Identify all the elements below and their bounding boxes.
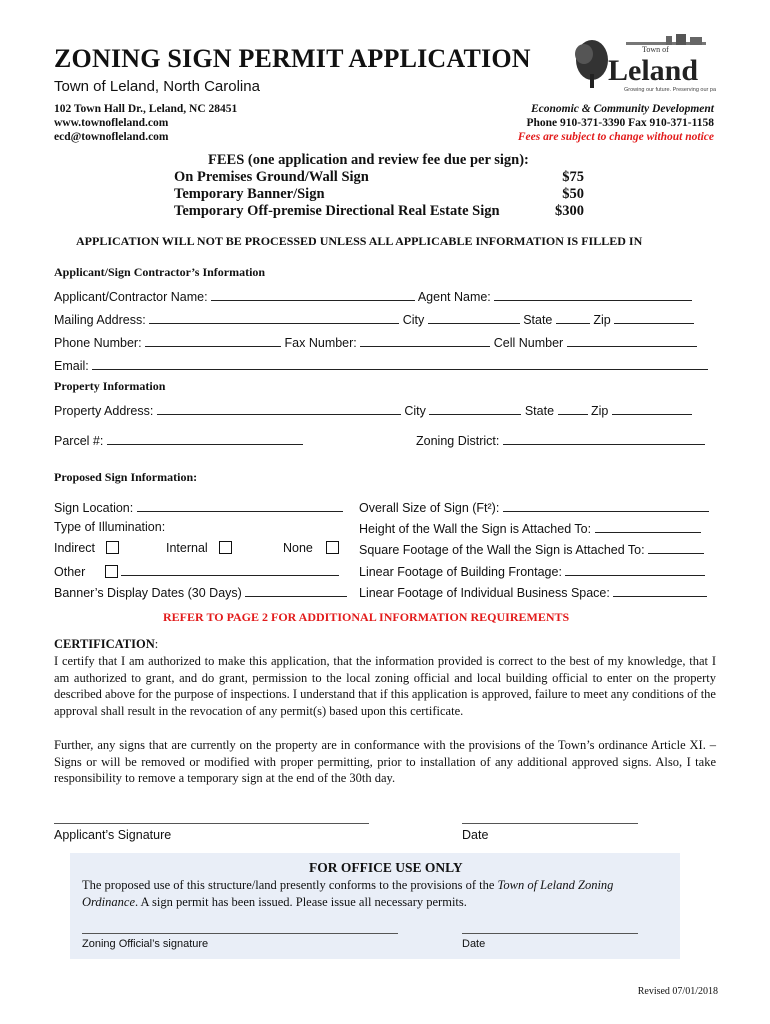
none-option [283,541,339,555]
address-line: 102 Town Hall Dr., Leland, NC 28451 [54,103,238,115]
svg-text:Growing our future. Preserving: Growing our future. Preserving our past. [624,87,716,93]
fee-amount: $50 [562,186,584,202]
fees-heading: FEES (one application and review fee due per sign): [208,152,529,168]
official-date-line[interactable] [462,933,638,934]
phone-field[interactable] [145,334,281,347]
official-date-label: Date [462,938,486,950]
other-label: Other [54,565,86,579]
property-state-field[interactable] [558,402,588,415]
wall-sqft-field[interactable] [648,541,704,554]
wall-height-row [359,520,701,536]
banner-dates-label: Banner’s Display Dates (30 Days) [54,586,242,600]
fee-row [174,169,584,186]
department: Economic & Community Development [530,103,714,115]
official-signature-line[interactable] [82,933,398,934]
property-state-label: State [524,404,555,418]
fee-change-note: Fees are subject to change without notice [517,131,714,143]
address-block [54,102,237,144]
indirect-label: Indirect [54,541,95,555]
fax-field[interactable] [360,334,490,347]
fee-label: On Premises Ground/Wall Sign [174,169,369,185]
contractor-name-field[interactable] [211,288,415,301]
fee-label: Temporary Off-premise Directional Real Estate Sign [174,203,500,219]
office-text-a: The proposed use of this structure/land presently conforms to the provisions of the [82,878,498,892]
mailing-address-label: Mailing Address: [54,313,146,327]
email-label: Email: [54,359,89,373]
tree-logo-icon [566,30,716,96]
illumination-label: Type of Illumination: [54,520,166,534]
indirect-option [54,541,119,555]
zoning-field[interactable] [503,432,705,445]
contractor-name-label: Applicant/Contractor Name: [54,290,208,304]
zoning-label: Zoning District: [416,434,500,448]
internal-label: Internal [166,541,208,555]
svg-text:Town of: Town of [642,45,669,54]
email-field[interactable] [92,357,708,370]
fax-label: Fax Number: [284,336,357,350]
applicant-date-line[interactable] [462,823,638,824]
official-signature-label: Zoning Official’s signature [82,938,209,950]
sign-location-label: Sign Location: [54,501,134,515]
fees-list [174,169,584,220]
email-address: ecd@townofleland.com [54,131,169,143]
contact-block [518,102,714,144]
property-heading: Property Information [54,379,166,393]
applicant-date-label: Date [462,828,489,842]
zip-field[interactable] [614,311,694,324]
applicant-signature-line[interactable] [54,823,369,824]
mailing-row [54,311,694,327]
fee-amount: $75 [562,169,584,185]
mailing-address-field[interactable] [149,311,399,324]
certification-paragraph-1: I certify that I am authorized to make this application, that the information provided is correct to the best of my knowledge, that I am authorized to grant, and do grant, permission to the local zoning official and local building official to enter on the property described above for the purpose of inspections. I understand that if this application is approved, failure to meet any conditions of the approval shall result in the revocation of any permit(s) based upon this certificate. [54,654,716,718]
overall-size-label: Overall Size of Sign (Ft²): [359,501,500,515]
refer-notice: REFER TO PAGE 2 FOR ADDITIONAL INFORMATION REQUIREMENTS [163,610,570,624]
business-space-label: Linear Footage of Individual Business Space: [359,586,610,600]
sign-location-field[interactable] [137,499,343,512]
website: www.townofleland.com [54,117,169,129]
parcel-row [54,432,303,448]
revised-date: Revised 07/01/2018 [637,986,718,997]
wall-height-field[interactable] [595,520,701,533]
certification-colon: : [154,637,159,651]
bldg-frontage-label: Linear Footage of Building Frontage: [359,565,562,579]
bldg-frontage-field[interactable] [565,563,705,576]
property-address-field[interactable] [157,402,401,415]
page-subtitle: Town of Leland, North Carolina [54,78,260,95]
property-zip-label: Zip [590,404,609,418]
certification-heading [54,637,158,652]
city-label: City [402,313,425,327]
sign-location-row [54,499,343,515]
town-logo [566,30,716,96]
cell-field[interactable] [567,334,697,347]
wall-sqft-row [359,541,704,557]
office-use-heading: FOR OFFICE USE ONLY [309,860,463,875]
none-checkbox[interactable] [326,541,339,554]
banner-dates-field[interactable] [245,584,347,597]
internal-checkbox[interactable] [219,541,232,554]
property-address-label: Property Address: [54,404,154,418]
sign-heading: Proposed Sign Information: [54,470,198,484]
fee-row [174,186,584,203]
bldg-frontage-row [359,563,705,579]
phone-fax: Phone 910-371-3390 Fax 910-371-1158 [526,117,714,129]
phone-row [54,334,697,350]
other-option [54,563,339,579]
svg-text:Leland: Leland [608,54,699,87]
overall-size-row [359,499,709,515]
zip-label: Zip [593,313,611,327]
other-checkbox[interactable] [105,565,118,578]
property-address-row [54,402,692,418]
processing-notice: APPLICATION WILL NOT BE PROCESSED UNLESS ALL APPLICABLE INFORMATION IS FILLED IN [76,234,643,248]
agent-name-label: Agent Name: [417,290,491,304]
phone-label: Phone Number: [54,336,142,350]
contractor-name-row [54,288,692,304]
fee-row [174,203,584,220]
banner-dates-row [54,584,347,600]
wall-sqft-label: Square Footage of the Wall the Sign is Attached To: [359,543,645,557]
business-space-field[interactable] [613,584,707,597]
property-city-field[interactable] [429,402,521,415]
property-zip-field[interactable] [612,402,692,415]
business-space-row [359,584,707,600]
parcel-label: Parcel #: [54,434,104,448]
applicant-heading: Applicant/Sign Contractor’s Information [54,265,266,279]
fee-amount: $300 [555,203,584,219]
internal-option [166,541,232,555]
agent-name-field[interactable] [494,288,692,301]
zoning-row [416,432,705,448]
wall-height-label: Height of the Wall the Sign is Attached To: [359,522,592,536]
cell-label: Cell Number [493,336,564,350]
office-text-ordinance: Town of Leland Zoning Ordinance [82,878,614,909]
office-use-text [82,877,668,910]
overall-size-field[interactable] [503,499,709,512]
certification-paragraph-2: Further, any signs that are currently on the property are in conformance with the provisions of the Town’s ordinance Article XI. – Signs or will be removed or modified with proper permitting, prior to installation of any additional approved signs. Also, I take responsibility to remove a temporary sign at the end of the 30th day. [54,738,716,785]
city-field[interactable] [428,311,520,324]
page-title: ZONING SIGN PERMIT APPLICATION [54,44,531,73]
other-field[interactable] [121,563,339,576]
fee-label: Temporary Banner/Sign [174,186,325,202]
state-label: State [523,313,553,327]
office-text-c: . A sign permit has been issued. Please issue all necessary permits. [135,894,467,909]
certification-title: CERTIFICATION [54,637,155,651]
applicant-signature-label: Applicant’s Signature [54,828,172,842]
state-field[interactable] [556,311,590,324]
email-row [54,357,708,373]
indirect-checkbox[interactable] [106,541,119,554]
property-city-label: City [404,404,426,418]
none-label: None [283,541,313,555]
parcel-field[interactable] [107,432,303,445]
